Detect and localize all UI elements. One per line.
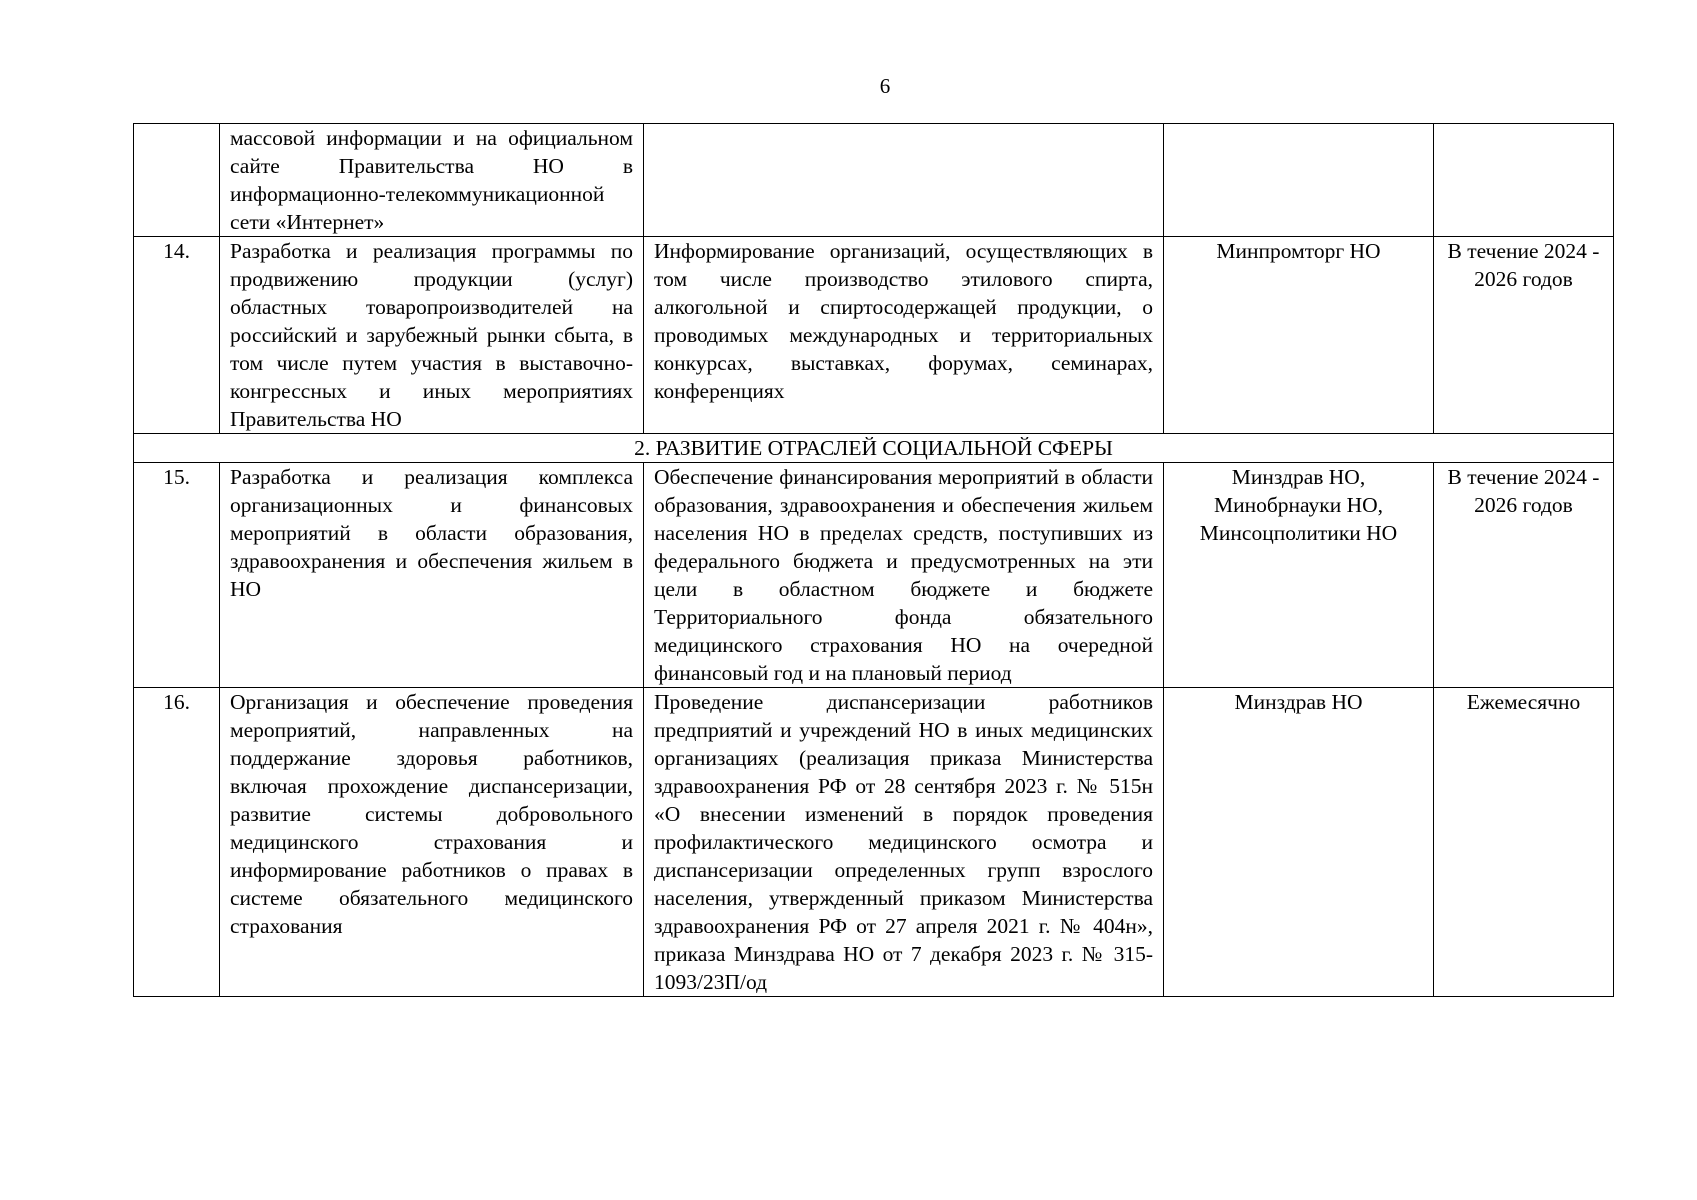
row-number: 14. [134, 237, 220, 434]
result-cell: Проведение диспансеризации работников предприятий и учреждений НО в иных медицинских организациях (реализация приказа Министерства здравоохранения РФ от 28 сентября 2023 г. № 515н «О внесении изменений в порядок проведения профилактического медицинского осмотра и диспансеризации определенных групп взрослого населения, утвержденный приказом Министерства здравоохранения РФ от 27 апреля 2021 г. № 404н», приказа Минздрава НО от 7 декабря 2023 г. № 315-1093/23П/од [644, 688, 1164, 997]
executor-cell [1164, 124, 1434, 237]
executor-cell: Минздрав НО [1164, 688, 1434, 997]
deadline-cell [1434, 124, 1614, 237]
table-row-continuation [134, 124, 1614, 237]
section-heading-row [134, 434, 1614, 463]
plan-table [133, 123, 1614, 997]
row-number: 15. [134, 463, 220, 688]
row-number: 16. [134, 688, 220, 997]
executor-cell: Минпромторг НО [1164, 237, 1434, 434]
table-row-14 [134, 237, 1614, 434]
activity-cell: Разработка и реализация комплекса организационных и финансовых мероприятий в области образования, здравоохранения и обеспечения жильем в НО [220, 463, 644, 688]
activity-cell: Разработка и реализация программы по продвижению продукции (услуг) областных товаропроизводителей на российский и зарубежный рынки сбыта, в том числе путем участия в выставочно-конгрессных и иных мероприятиях Правительства НО [220, 237, 644, 434]
result-cell [644, 124, 1164, 237]
deadline-cell: В течение 2024 - 2026 годов [1434, 237, 1614, 434]
activity-cell: массовой информации и на официальном сайте Правительства НО в информационно-телекоммуникационной сети «Интернет» [220, 124, 644, 237]
table-row-16 [134, 688, 1614, 997]
result-cell: Информирование организаций, осуществляющих в том числе производство этилового спирта, алкогольной и спиртосодержащей продукции, о проводимых международных и территориальных конкурсах, выставках, форумах, семинарах, конференциях [644, 237, 1164, 434]
row-number [134, 124, 220, 237]
page-number: 6 [879, 74, 891, 98]
table-row-15 [134, 463, 1614, 688]
executor-cell: Минздрав НО, Минобрнауки НО, Минсоцполитики НО [1164, 463, 1434, 688]
result-cell: Обеспечение финансирования мероприятий в области образования, здравоохранения и обеспечения жильем населения НО в пределах средств, поступивших из федерального бюджета и предусмотренных на эти цели в областном бюджете и бюджете Территориального фонда обязательного медицинского страхования НО на очередной финансовый год и на плановый период [644, 463, 1164, 688]
activity-cell: Организация и обеспечение проведения мероприятий, направленных на поддержание здоровья работников, включая прохождение диспансеризации, развитие системы добровольного медицинского страхования и информирование работников о правах в системе обязательного медицинского страхования [220, 688, 644, 997]
deadline-cell: Ежемесячно [1434, 688, 1614, 997]
section-heading: 2. РАЗВИТИЕ ОТРАСЛЕЙ СОЦИАЛЬНОЙ СФЕРЫ [134, 434, 1614, 463]
deadline-cell: В течение 2024 - 2026 годов [1434, 463, 1614, 688]
